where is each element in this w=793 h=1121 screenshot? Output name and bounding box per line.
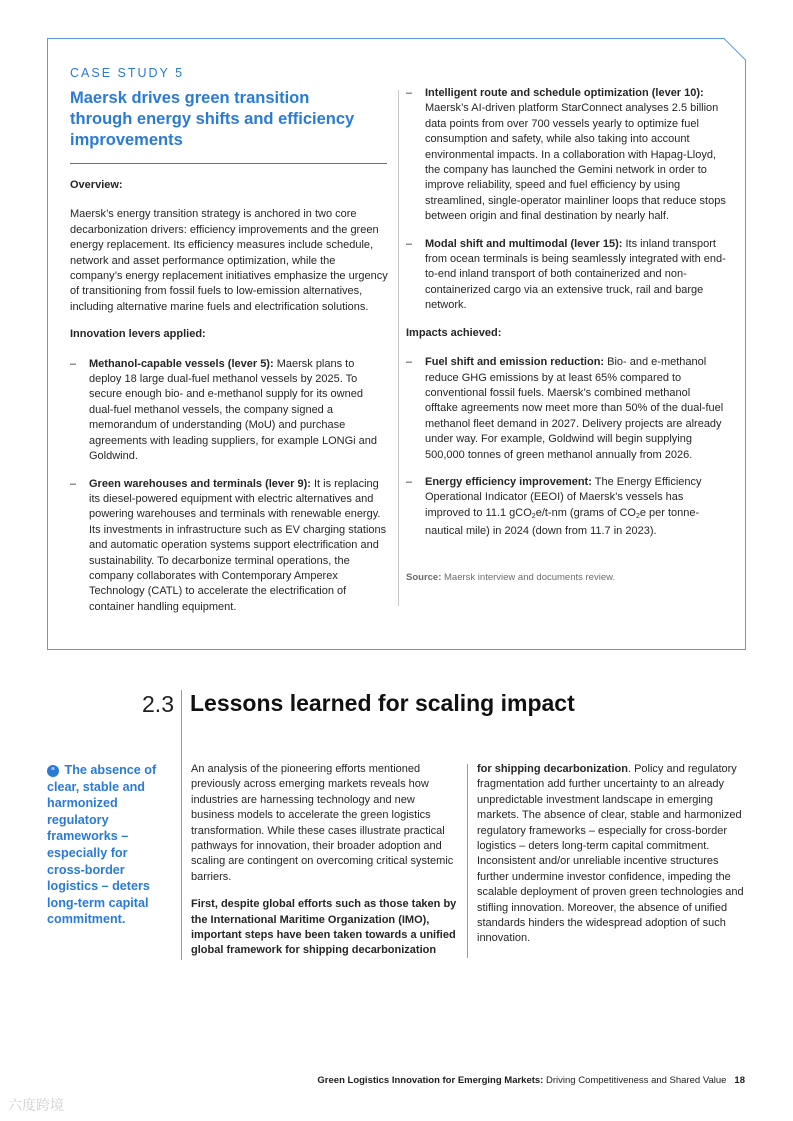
overview-heading: Overview: (70, 179, 123, 191)
dash-bullet: – (406, 87, 413, 99)
lever-text: Maersk plans to deploy 18 large dual-fuel methanol vessels by 2025. To secure enough bio- and e-methanol supply for its owned dual-fuel methanol vessels, the company signed a memorandum of understanding (MoU) and purchase agreements with leading suppliers, for example LONGi and Goldwind. (89, 357, 377, 463)
lever-text: Maersk’s AI-driven platform StarConnect analyses 2.5 billion data points from over 700 vessels yearly to optimize fuel consumption and safety, while also taking into account environmental impacts. In a collaboration with Hapag-Lloyd, the company has launched the Gemini network in order to improve reliability, speed and fuel efficiency by using streamlined, single-operator mainliner loops that reduce stops between origin and final destination by nearly half. (425, 102, 726, 223)
case-study-title: Maersk drives green transition through energy shifts and efficiency improvements (70, 89, 355, 149)
body-paragraph-bold: First, despite global efforts such as those taken by the International Maritime Organization (IMO), important steps have been taken towards a unified global framework for shipping decarbonization (191, 898, 457, 957)
page-footer (230, 1075, 745, 1086)
section-title: Lessons learned for scaling impact (190, 690, 575, 716)
dash-bullet: – (406, 356, 413, 369)
list-item (70, 477, 388, 616)
body-text: . Policy and regulatory fragmentation add further uncertainty to an already unpredictable investment landscape in emerging markets. The absence of clear, stable and harmonized regulatory frameworks – especially for cross-border logistics – deters long-term capital commitment. Inconsistent and/or unreliable incentive structures further undermine investor confidence, impeding the scalable deployment of proven green technologies and stifling innovation. Moreover, the absence of unified standards hinders the widespread adoption of such innovation. (477, 763, 744, 945)
body-column-2 (477, 762, 745, 959)
list-item (70, 357, 388, 465)
lever-title: Green warehouses and terminals (lever 9): (89, 477, 311, 490)
case-study-left-column (70, 178, 388, 627)
impact-title: Energy efficiency improvement: (425, 475, 592, 488)
quote-icon: “ (47, 765, 59, 777)
dash-bullet: – (406, 237, 413, 250)
subscript: 2 (635, 512, 640, 520)
list-item (406, 86, 726, 225)
pull-quote (47, 762, 167, 928)
dash-bullet: – (70, 357, 77, 370)
body-paragraph-continued (477, 762, 745, 947)
footer-title-bold: Green Logistics Innovation for Emerging Markets: (317, 1075, 544, 1086)
lever-text: It is replacing its diesel-powered equipment with electric alternatives and powering warehouses and terminals with renewable energy. Its investments in infrastructure such as EV charging stations and automatic operation systems support electrification and sustainability. To decarbonize terminal operations, the company collaborates with Contemporary Amperex Technology (CATL) to accelerate the electrification of container handling equipment. (89, 477, 387, 613)
column-divider (398, 90, 399, 606)
case-study-right-column (406, 86, 726, 585)
footer-title-rest: Driving Competitiveness and Shared Value (543, 1075, 727, 1086)
source-label: Source: (406, 571, 442, 583)
subscript: 2 (531, 512, 536, 520)
dash-bullet: – (70, 477, 77, 490)
body-column-1 (191, 762, 461, 971)
lever-title: Intelligent route and schedule optimization (lever 10): (425, 87, 704, 99)
section-divider (181, 690, 182, 960)
impact-text: The Energy Efficiency Operational Indicator (EEOI) of Maersk’s vessels has improved to 11.1 gCO (425, 475, 702, 519)
overview-text: Maersk’s energy transition strategy is anchored in two core decarbonization drivers: efficiency improvements and the green energy replacement. Its efficiency measures include schedule, network and asset performance optimization, while the company’s energy replacement initiatives emphasize the urgency of transitioning from fossil fuels to low-emission alternatives, including alternative marine fuels and electrification solutions. (70, 208, 388, 313)
body-paragraph: An analysis of the pioneering efforts mentioned previously across emerging markets reveals how industries are harnessing technology and new business models to accelerate the green logistics transformation. While these cases illustrate practical pathways for innovation, their broader adoption and scaling are contingent on overcoming critical systemic barriers. (191, 763, 454, 883)
list-item (406, 237, 726, 314)
pull-quote-text: The absence of clear, stable and harmonized regulatory frameworks – especially for cross-border logistics – deters long-term capital commitment. (47, 763, 157, 927)
impacts-heading: Impacts achieved: (406, 326, 502, 339)
watermark: 六度跨境 (8, 1097, 64, 1113)
list-item (406, 355, 726, 463)
body-column-divider (467, 764, 468, 958)
section-number: 2.3 (142, 691, 174, 717)
dash-bullet: – (406, 475, 413, 488)
list-item (406, 475, 726, 540)
lever-title: Modal shift and multimodal (lever 15): (425, 237, 623, 250)
lever-title: Methanol-capable vessels (lever 5): (89, 357, 274, 370)
source-text: Maersk interview and documents review. (441, 571, 616, 583)
source-note (406, 570, 726, 585)
impact-title: Fuel shift and emission reduction: (425, 356, 605, 369)
impact-text: Bio- and e-methanol reduce GHG emissions by at least 65% compared to conventional fossil fuels. Maersk’s combined methanol offtake agreements now meet more than 50% of the dual-fuel methanol fleet demand in 2027. Delivery projects are already under way. For example, Goldwind will begin supplying 500,000 tonnes of green methanol annually from 2026. (425, 356, 724, 461)
bold-continuation: for shipping decarbonization (477, 763, 628, 775)
impact-text: e/t-nm (grams of CO (535, 506, 636, 519)
impact-text: e per tonne-nautical mile) in 2024 (down from 11.7 in 2023). (425, 506, 700, 538)
case-study-label: CASE STUDY 5 (70, 66, 185, 80)
lever-text: Its inland transport from ocean terminals is being seamlessly integrated with end-to-end inland transport of both containerized and non-containerized cargo via an extensive truck, rail and barge network. (425, 237, 726, 312)
levers-heading: Innovation levers applied: (70, 328, 206, 341)
page-number: 18 (734, 1075, 745, 1086)
title-divider (70, 163, 387, 164)
